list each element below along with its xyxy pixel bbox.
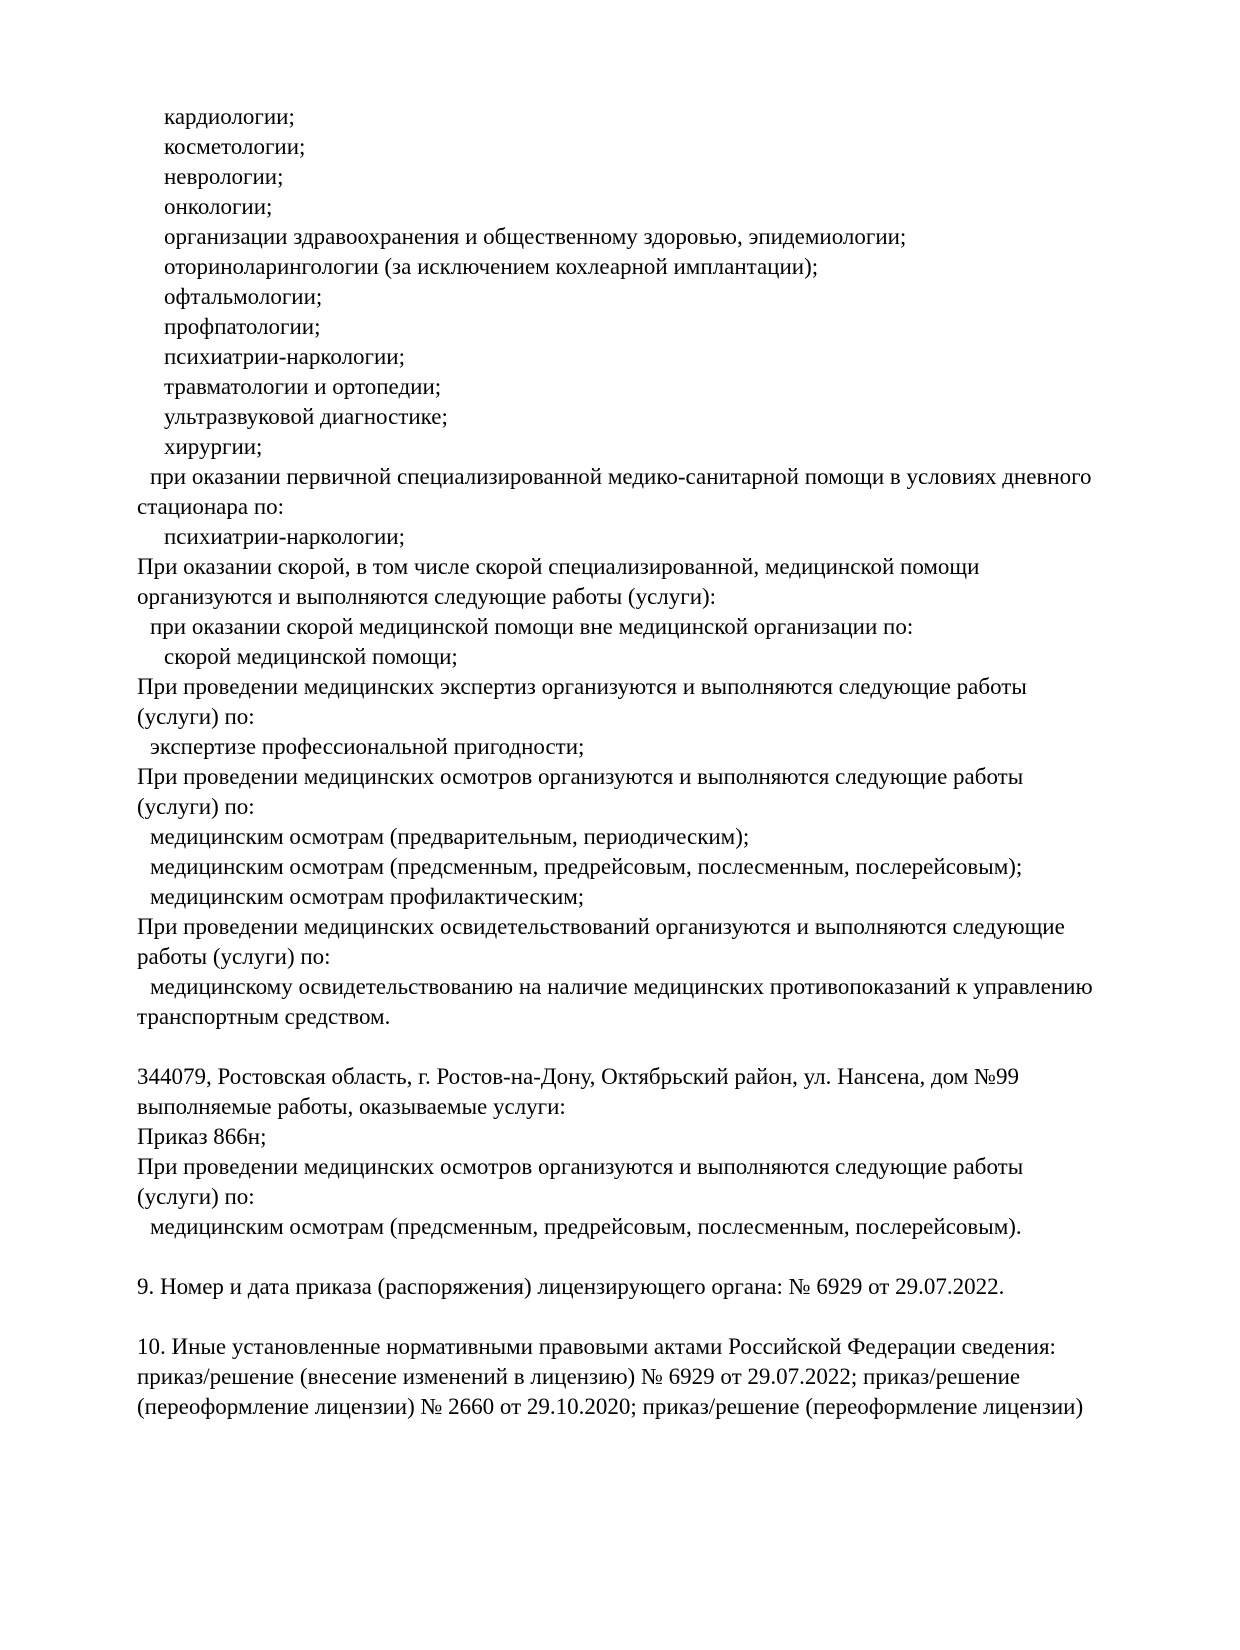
text-line: медицинскому освидетельствованию на наличие медицинских противопоказаний к управлению bbox=[150, 974, 1093, 999]
text-line: психиатрии-наркологии; bbox=[164, 524, 405, 549]
document-body bbox=[137, 102, 1122, 1422]
text-line: травматологии и ортопедии; bbox=[164, 374, 442, 399]
blank-line bbox=[137, 1302, 1122, 1332]
text-line: оториноларингологии (за исключением кохлеарной имплантации); bbox=[164, 254, 819, 279]
blank-line bbox=[137, 1242, 1122, 1272]
text-line: психиатрии-наркологии; bbox=[164, 344, 405, 369]
text-line: медицинским осмотрам (предварительным, периодическим); bbox=[150, 824, 750, 849]
text-line: онкологии; bbox=[164, 194, 273, 219]
text-line: экспертизе профессиональной пригодности; bbox=[150, 734, 585, 759]
text-line: 344079, Ростовская область, г. Ростов-на-Дону, Октябрьский район, ул. Нансена, дом №99 bbox=[137, 1064, 1019, 1089]
text-line: (услуги) по: bbox=[137, 1184, 255, 1209]
text-line: При проведении медицинских осмотров организуются и выполняются следующие работы bbox=[137, 1154, 1024, 1179]
text-line: скорой медицинской помощи; bbox=[164, 644, 458, 669]
text-line: медицинским осмотрам (предсменным, предрейсовым, послесменным, послерейсовым); bbox=[150, 854, 1023, 879]
text-line: приказ/решение (внесение изменений в лицензию) № 6929 от 29.07.2022; приказ/решение bbox=[137, 1364, 1021, 1389]
text-line: неврологии; bbox=[164, 164, 284, 189]
text-line: профпатологии; bbox=[164, 314, 321, 339]
text-line: работы (услуги) по: bbox=[137, 944, 331, 969]
text-line: стационара по: bbox=[137, 494, 285, 519]
text-line: Приказ 866н; bbox=[137, 1124, 267, 1149]
text-line: При проведении медицинских экспертиз организуются и выполняются следующие работы bbox=[137, 674, 1027, 699]
text-line: выполняемые работы, оказываемые услуги: bbox=[137, 1094, 566, 1119]
text-line: 9. Номер и дата приказа (распоряжения) лицензирующего органа: № 6929 от 29.07.2022. bbox=[137, 1274, 1005, 1299]
text-line: хирургии; bbox=[164, 434, 263, 459]
text-line: при оказании первичной специализированной медико-санитарной помощи в условиях дневного bbox=[150, 464, 1092, 489]
blank-line bbox=[137, 1032, 1122, 1062]
text-line: При проведении медицинских осмотров организуются и выполняются следующие работы bbox=[137, 764, 1024, 789]
text-line: медицинским осмотрам (предсменным, предрейсовым, послесменным, послерейсовым). bbox=[150, 1214, 1022, 1239]
text-line: медицинским осмотрам профилактическим; bbox=[150, 884, 585, 909]
text-line: офтальмологии; bbox=[164, 284, 323, 309]
text-line: (переоформление лицензии) № 2660 от 29.10.2020; приказ/решение (переоформление лицензии) bbox=[137, 1394, 1084, 1419]
text-line: кардиологии; bbox=[164, 104, 295, 129]
text-line: 10. Иные установленные нормативными правовыми актами Российской Федерации сведения: bbox=[137, 1334, 1056, 1359]
text-line: косметологии; bbox=[164, 134, 306, 159]
text-line: организуются и выполняются следующие работы (услуги): bbox=[137, 584, 717, 609]
text-line: При проведении медицинских освидетельствований организуются и выполняются следующие bbox=[137, 914, 1065, 939]
text-line: организации здравоохранения и общественному здоровью, эпидемиологии; bbox=[164, 224, 907, 249]
text-line: при оказании скорой медицинской помощи вне медицинской организации по: bbox=[150, 614, 914, 639]
text-line: транспортным средством. bbox=[137, 1004, 391, 1029]
text-line: ультразвуковой диагностике; bbox=[164, 404, 448, 429]
text-line: При оказании скорой, в том числе скорой специализированной, медицинской помощи bbox=[137, 554, 980, 579]
text-line: (услуги) по: bbox=[137, 704, 255, 729]
text-line: (услуги) по: bbox=[137, 794, 255, 819]
